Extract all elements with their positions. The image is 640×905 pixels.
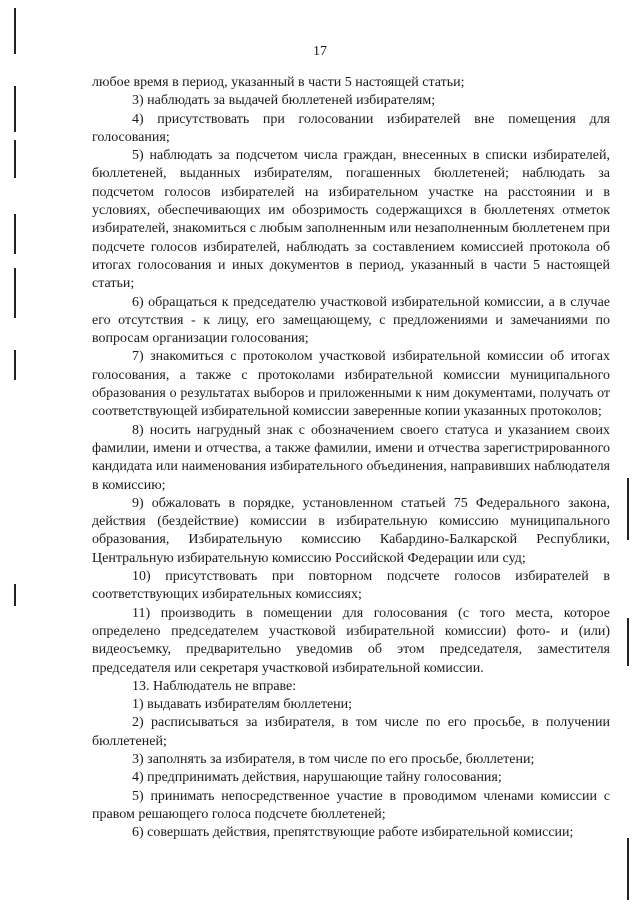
scan-edge-mark [627,618,629,666]
document-body [92,74,610,842]
paragraph: 3) наблюдать за выдачей бюллетеней избирателям; [132,93,436,109]
paragraph: 5) принимать непосредственное участие в проводимом членами комиссии с правом решающего голоса подсчете бюллетеней; [92,788,610,822]
page-number: 17 [313,44,327,59]
scan-edge-mark [14,86,16,132]
scan-edge-mark [14,350,16,380]
paragraph-continuation: любое время в период, указанный в части 5 настоящей статьи; [92,75,465,90]
scan-edge-mark [14,140,16,178]
paragraph: 11) производить в помещении для голосования (с того места, которое определено председателем участковой избирательной комиссии) фото- и (или) видеосъемку, предварительно уведомив об этом председателя, заместителя председателя или секретаря участковой избирательной комиссии. [92,605,610,676]
paragraph: 8) носить нагрудный знак с обозначением своего статуса и указанием своих фамилии, имени и отчества, а также фамилии, имени и отчества зарегистрированного кандидата или наименования избирательного объединения, направивших наблюдателя в комиссию; [92,422,610,493]
paragraph: 9) обжаловать в порядке, установленном статьей 75 Федерального закона, действия (бездействие) комиссии в избирательную комиссию муниципального образования, Избирательную комиссию Кабардино-Балкарской Республики, Центральную избирательную комиссию Российской Федерации или суд; [92,495,610,566]
paragraph: 4) предпринимать действия, нарушающие тайну голосования; [132,770,502,786]
scan-edge-mark [14,268,16,318]
scan-edge-mark [627,838,629,900]
paragraph: 1) выдавать избирателям бюллетени; [132,697,353,713]
scan-edge-mark [14,584,16,606]
paragraph: 6) совершать действия, препятствующие работе избирательной комиссии; [132,825,574,841]
section-heading: 13. Наблюдатель не вправе: [132,678,297,694]
paragraph: 10) присутствовать при повторном подсчете голосов избирателей в соответствующих избирательных комиссиях; [92,569,610,603]
paragraph: 3) заполнять за избирателя, в том числе по его просьбе, бюллетени; [132,751,535,767]
paragraph: 4) присутствовать при голосовании избирателей вне помещения для голосования; [92,111,610,145]
paragraph: 6) обращаться к председателю участковой избирательной комиссии, а в случае его отсутствия - к лицу, его замещающему, с предложениями и замечаниями по вопросам организации голосования; [92,294,610,347]
paragraph: 2) расписываться за избирателя, в том числе по его просьбе, в получении бюллетеней; [92,715,610,749]
scan-edge-mark [627,478,629,540]
scan-edge-mark [14,214,16,254]
paragraph: 7) знакомиться с протоколом участковой избирательной комиссии об итогах голосования, а также с протоколами избирательной комиссии муниципального образования о результатах выборов и приложенными к ним документами, получать от соответствующей избирательной комиссии заверенные копии указанных протоколов; [92,349,610,420]
paragraph: 5) наблюдать за подсчетом числа граждан, внесенных в списки избирателей, бюллетеней, выданных избирателям, погашенных бюллетеней; наблюдать за подсчетом голосов избирателей на избирательном участке на расстоянии и в условиях, обеспечивающих им обозримость содержащихся в бюллетенях отметок избирателей, знакомиться с любым заполненным или незаполненным бюллетенем при подсчете голосов избирателей, наблюдать за составлением комиссией протокола об итогах голосования и иных документов в период, указанный в части 5 настоящей статьи; [92,148,610,292]
